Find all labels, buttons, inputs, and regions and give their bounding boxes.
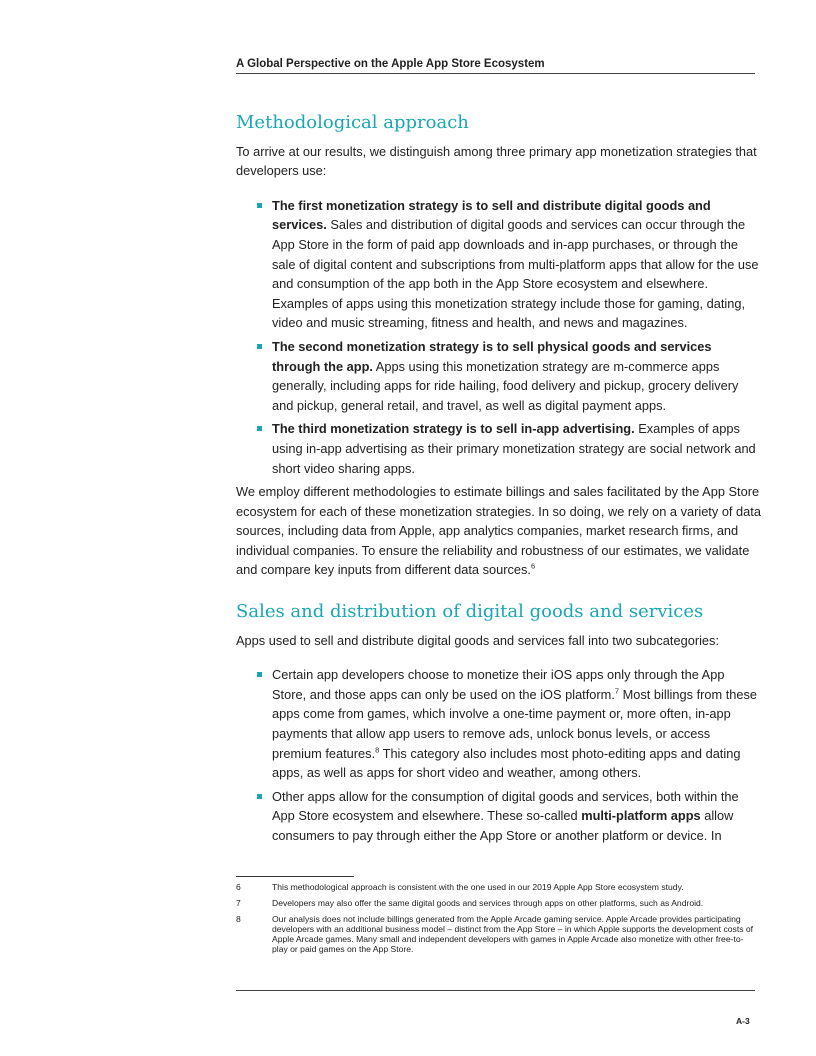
footnote-ref-6[interactable]: 6 [530, 562, 536, 572]
list-item [272, 196, 761, 333]
running-header: A Global Perspective on the Apple App Store Ecosystem [236, 58, 755, 74]
main-content [236, 112, 761, 850]
section-heading-methodology: Methodological approach [236, 112, 469, 133]
footnote-divider [236, 876, 354, 877]
footnote-number: 6 [236, 882, 241, 892]
subcategory-list [236, 665, 761, 845]
footnote-ref-7[interactable]: 7 [614, 686, 620, 696]
list-item-lead: The first monetization strategy is to sell and distribute digital goods and services. [272, 197, 711, 233]
list-item-text: Examples of apps using in-app advertising as their primary monetization strategy are social network and short video sharing apps. [272, 421, 756, 476]
digital-goods-intro: Apps used to sell and distribute digital goods and services fall into two subcategories: [236, 632, 720, 648]
footnote-text: Developers may also offer the same digital goods and services through apps on other platforms, such as Android. [272, 898, 704, 908]
closing-text: We employ different methodologies to estimate billings and sales facilitated by the App Store ecosystem for each of these monetization strategies. In so doing, we rely on a variety of data sources, including data from Apple, app analytics companies, market research firms, and individual companies. To ensure the reliability and robustness of our estimates, we validate and compare key inputs from different data sources. [236, 484, 761, 578]
footnote [236, 882, 756, 892]
list-item-text: Apps using this monetization strategy are m-commerce apps generally, including apps for ride hailing, food delivery and pickup, grocery delivery and pickup, general retail, and travel, as well as digital payment apps. [272, 358, 739, 413]
page-number: A-3 [736, 1016, 750, 1026]
methodology-closing [236, 482, 761, 580]
list-item-text: Sales and distribution of digital goods and services can occur through the App Store in the form of paid app downloads and in-app purchases, or through the sale of digital content and subscriptions from multi-platform apps that allow for the use and consumption of the app both in the App Store ecosystem and elsewhere. Examples of apps using this monetization strategy include those for gaming, dating, video and music streaming, fitness and health, and news and magazines. [272, 217, 759, 331]
square-bullet-icon [257, 672, 262, 677]
square-bullet-icon [257, 203, 262, 208]
list-item [272, 337, 761, 415]
footnote [236, 914, 756, 954]
methodology-intro: To arrive at our results, we distinguish among three primary app monetization strategies that developers use: [236, 143, 757, 179]
list-item-lead: The third monetization strategy is to sell in-app advertising. [272, 421, 635, 437]
footnotes [236, 876, 756, 960]
list-item-bold-term: multi-platform apps [581, 808, 701, 824]
footnote-text: This methodological approach is consistent with the one used in our 2019 Apple App Store ecosystem study. [272, 882, 684, 892]
bottom-divider [236, 990, 755, 991]
list-item-text: Certain app developers choose to monetize their iOS apps only through the App Store, and those apps can only be used on the iOS platform. [272, 667, 725, 702]
list-item [272, 665, 761, 783]
list-item-text: Other apps allow for the consumption of digital goods and services, both within the App Store ecosystem and elsewhere. These so-called [272, 788, 739, 824]
list-item [272, 787, 761, 846]
list-item [272, 419, 761, 478]
footnote-text: Our analysis does not include billings generated from the Apple Arcade gaming service. Apple Arcade provides participating developers with an additional business model – distinct from the App Store – in which Apple supports the development costs of Apple Arcade games. Many small and independent developers with games in Apple Arcade also monetize with other free-to-play or paid games on the App Store. [272, 914, 754, 954]
footnote-number: 7 [236, 898, 241, 908]
list-item-lead: The second monetization strategy is to sell physical goods and services through the app. [272, 338, 712, 374]
square-bullet-icon [257, 794, 262, 799]
list-item-text: allow consumers to pay through either the App Store or another platform or device. In [272, 808, 734, 843]
square-bullet-icon [257, 344, 262, 349]
strategy-list [236, 196, 761, 478]
list-item-text: Most billings from these apps come from games, which involve a one-time payment or, more often, in-app payments that allow app users to remove ads, unlock bonus levels, or access premium features. [272, 686, 758, 761]
footnote [236, 898, 756, 908]
footnote-ref-8[interactable]: 8 [375, 745, 380, 755]
square-bullet-icon [257, 426, 262, 431]
list-item-text: This category also includes most photo-editing apps and dating apps, as well as apps for short video and weather, among others. [272, 745, 741, 781]
footnote-number: 8 [236, 914, 241, 924]
section-heading-digital-goods: Sales and distribution of digital goods and services [236, 601, 704, 623]
